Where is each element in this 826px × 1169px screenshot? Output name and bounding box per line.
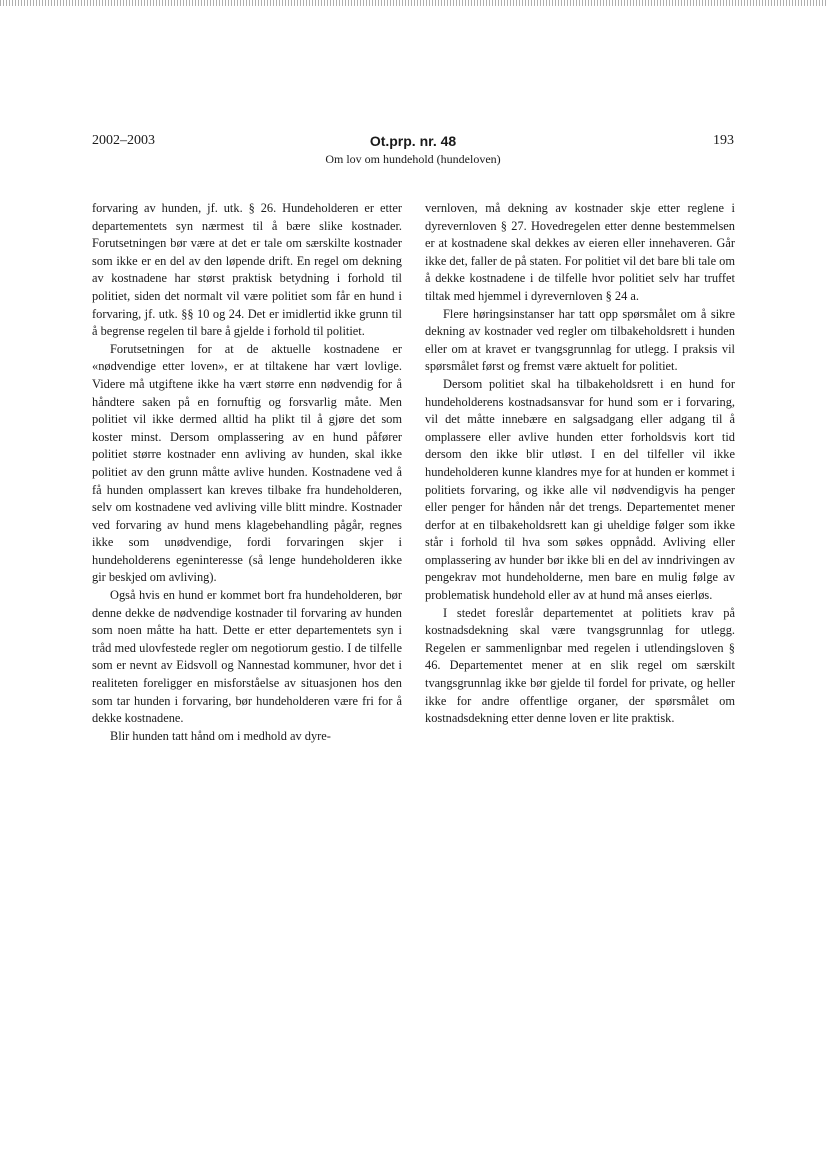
left-paragraph-2: Forutsetningen for at de aktuelle kostnadene er «nødvendige etter loven», er at tiltakene har vært lovlige. Videre må utgiftene ikke ha vært større enn nødvendig for å håndtere saken på en fornuftig og forsvarlig måte. Men politiet vil ikke dermed alltid ha plikt til å gjøre det som koster minst. Dersom omplassering av en hund påfører politiet større kostnader enn avliving av hunden, skal ikke politiet av den grunn måtte avlive hunden. Kostnadene ved å få hunden omplassert kan kreves tilbake fra hundeholderen, selv om kostnadene ved avliving ville blitt mindre. Kostnader ved forvaring av hund mens klagebehandling pågår, regnes ikke som unødvendige, fordi forvaringen skjer i hundeholderens egeninteresse (så lenge hundeholderen ikke gir beskjed om avliving). — [92, 341, 402, 585]
right-paragraph-4: I stedet foreslår departementet at politiets krav på kostnadsdekning skal være tvangsgrunnlag for utlegg. Regelen er sammenlignbar med regelen i utlendingsloven § 46. Departementet mener at en slik regel om særskilt tvangsgrunnlag ikke bør gjelde til fordel for private, og heller ikke for andre offentlige organer, der spørsmålet om kostnadsdekning etter denne loven er lite praktisk. — [425, 605, 735, 726]
right-paragraph-3: Dersom politiet skal ha tilbakeholdsrett i en hund for hundeholderens kostnadsansvar for hund som er i forvaring, vil det måtte innebære en salgsadgang eller adgang til å omplassere eller avlive hunden etter forholdsvis kort tid dersom den ikke blir utløst. I en del tilfeller vil ikke hundeholderen kunne klandres mye for at hunden er kommet i politiets forvaring, og ikke alle vil nødvendigvis ha penger eller penger for hånden når det trengs. Departementet mener derfor at en tilbakeholdsrett kan gi uheldige følger som ikke står i forhold til hva som søkes oppnådd. Avliving eller omplassering av hunder bør ikke bli en del av inndrivingen av pengekrav mot hundeholderne, men bare en mulig følge av problematisk hundehold eller av at hund må anses eierløs. — [425, 376, 735, 603]
left-column — [92, 200, 402, 745]
left-paragraph-1: forvaring av hunden, jf. utk. § 26. Hundeholderen er etter departementets syn nærmest til å bære slike kostnader. Forutsetningen bør være at det er tale om særskilte kostnader som ikke er en del av den løpende drift. En regel om dekning av kostnadene har størst praktisk betydning i forhold til politiet, siden det normalt vil være politiet som får en hund i forvaring, jf. utk. §§ 10 og 24. Det er imidlertid ikke grunn til å begrense regelen til bare å gjelde i forhold til politiet. — [92, 201, 402, 339]
left-paragraph-3: Også hvis en hund er kommet bort fra hundeholderen, bør denne dekke de nødvendige kostnader til forvaring av hunden som noen måtte ha hatt. Dette er etter departementets syn i tråd med ulovfestede regler om negotiorum gestio. I de tilfelle som er nevnt av Eidsvoll og Nannestad kommuner, hvor det i realiteten foreligger en misforståelse av situasjonen hos den som tar hunden i forvaring, bør hundeholderen være fri for å dekke kostnadene. — [92, 588, 402, 726]
session-year: 2002–2003 — [92, 133, 155, 148]
left-paragraph-4: Blir hunden tatt hånd om i medhold av dyre- — [110, 728, 331, 743]
page-number: 193 — [713, 133, 734, 148]
page-header — [92, 133, 734, 173]
document-title: Ot.prp. nr. 48 — [369, 133, 457, 149]
scan-edge-artifact — [0, 0, 826, 6]
document-subtitle: Om lov om hundehold (hundeloven) — [325, 152, 501, 166]
right-paragraph-2: Flere høringsinstanser har tatt opp spørsmålet om å sikre dekning av kostnader ved regler om tilbakeholdsrett i hunden eller om at kravet er tvangsgrunnlag for utlegg. I praksis vil spørsmålet først og fremst være aktuelt for politiet. — [425, 306, 735, 374]
right-paragraph-1: vernloven, må dekning av kostnader skje etter reglene i dyrevernloven § 27. Hovedregelen etter denne bestemmelsen er at kostnadene skal dekkes av eieren eller innehaveren. Går ikke det, faller de på staten. For politiet vil det bare bli tale om å dekke kostnadene i de tilfelle hvor politiet selv har truffet tiltak med hjemmel i dyrevernloven § 24 a. — [425, 201, 736, 303]
right-column — [425, 200, 735, 728]
